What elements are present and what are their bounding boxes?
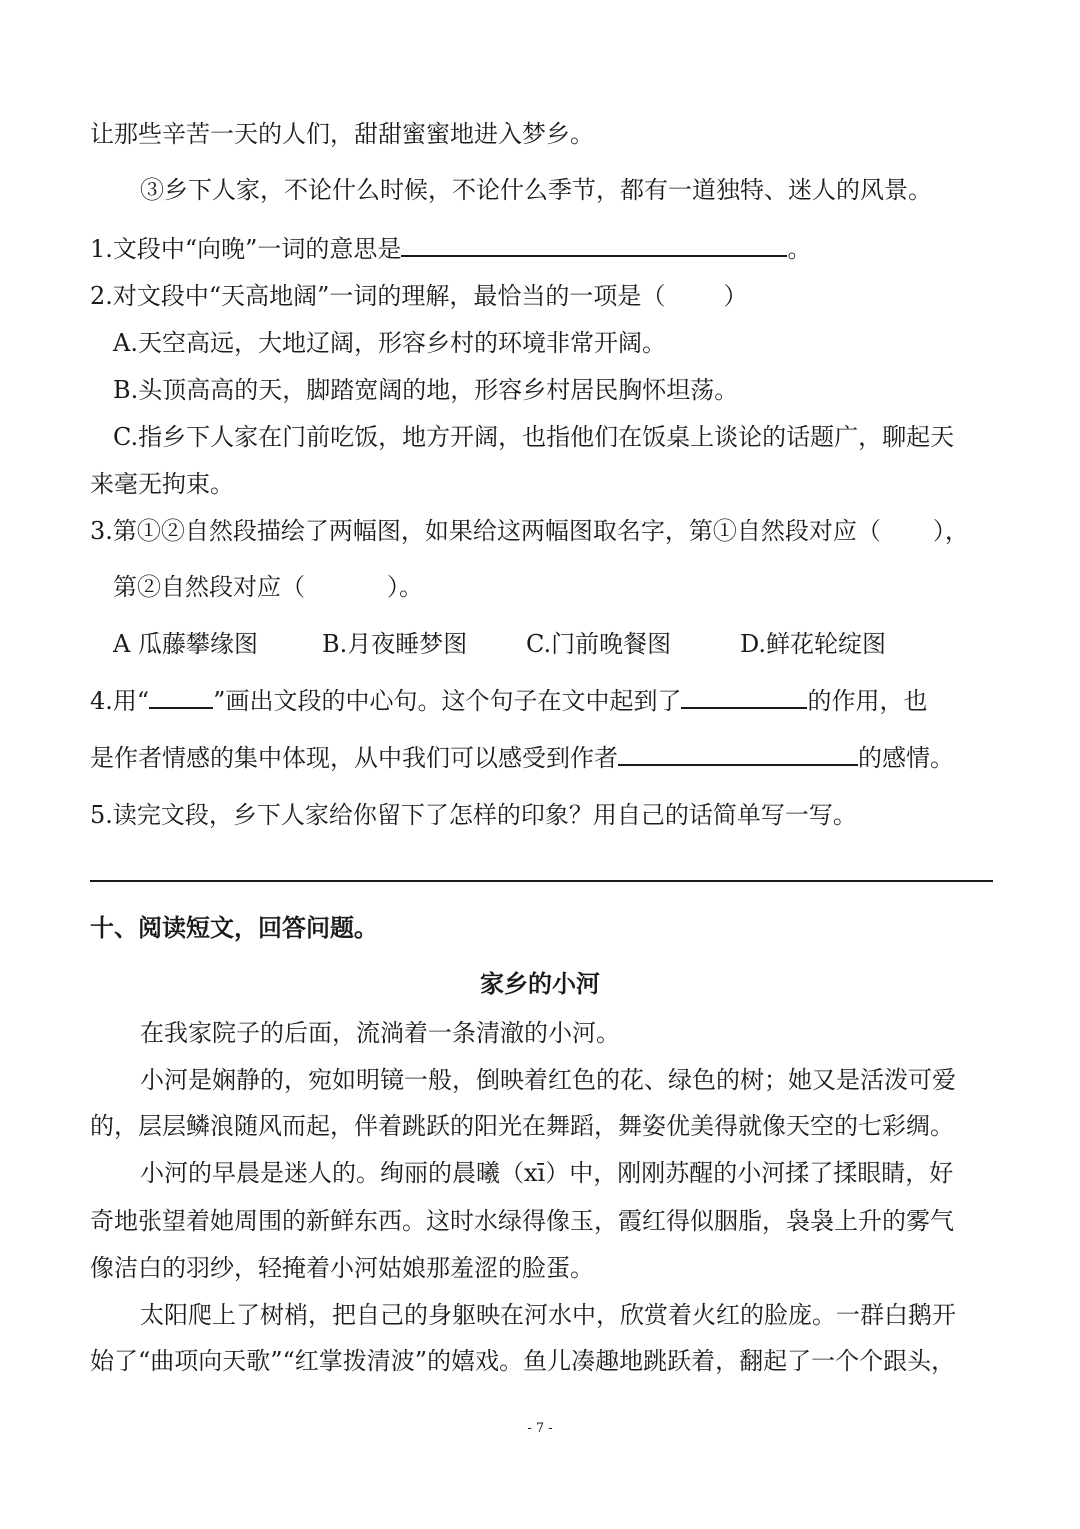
question-text: ）， [932,517,969,545]
option-a: A.天空高远，大地辽阔，形容乡村的环境非常开阔。 [113,329,666,357]
question-1 [90,233,995,265]
passage-line: 让那些辛苦一天的人们，甜甜蜜蜜地进入梦乡。 [90,120,594,148]
question-5: 5.读完文段，乡下人家给你留下了怎样的印象？用自己的话简单写一写。 [90,801,857,829]
answer-line[interactable] [90,880,993,882]
question-4-line2 [90,742,995,774]
question-text: 是作者情感的集中体现，从中我们可以感受到作者 [90,744,618,772]
answer-blank[interactable] [401,233,787,257]
option-c: C.指乡下人家在门前吃饭，地方开阔，也指他们在饭桌上谈论的话题广，聊起天 [113,423,955,451]
question-text: ）。 [387,573,423,601]
passage-line: ③乡下人家，不论什么时候，不论什么季节，都有一道独特、迷人的风景。 [140,176,932,204]
answer-blank[interactable] [681,685,807,709]
question-text: ） [723,282,748,310]
question-text: 第②自然段对应（ [113,573,305,601]
q3-option-c: C.门前晚餐图 [526,630,672,658]
question-text: 的感情。 [858,744,954,772]
question-3-line2 [113,571,1018,603]
passage-line: 像洁白的羽纱，轻掩着小河姑娘那羞涩的脸蛋。 [90,1254,594,1282]
q3-option-b: B.月夜睡梦图 [322,630,468,658]
question-4 [90,685,995,717]
page-number: - 7 - [527,1421,553,1436]
passage-line: 太阳爬上了树梢，把自己的身躯映在河水中，欣赏着火红的脸庞。一群白鹅开 [140,1301,956,1329]
question-text: 。 [787,235,812,263]
question-text: 1.文段中“向晚”一词的意思是 [90,235,402,263]
option-b: B.头顶高高的天，脚踏宽阔的地，形容乡村居民胸怀坦荡。 [113,376,739,404]
passage-line: 小河的早晨是迷人的。绚丽的晨曦（xī）中，刚刚苏醒的小河揉了揉眼睛，好 [140,1159,954,1187]
question-text: 4.用“ [90,687,150,715]
sample-underline [149,685,213,709]
passage-line: 始了“曲项向天歌”“红掌拨清波”的嬉戏。鱼儿凑趣地跳跃着，翻起了一个个跟头， [90,1347,956,1375]
question-2 [90,280,995,312]
option-c-continued: 来毫无拘束。 [90,470,234,498]
passage-line: 的，层层鳞浪随风而起，伴着跳跃的阳光在舞蹈，舞姿优美得就像天空的七彩绸。 [90,1112,954,1140]
passage-title: 家乡的小河 [480,969,600,998]
question-text: ”画出文段的中心句。这个句子在文中起到了 [213,687,682,715]
section-heading: 十、阅读短文，回答问题。 [90,913,378,942]
q3-option-d: D.鲜花轮绽图 [740,630,887,658]
passage-line: 在我家院子的后面，流淌着一条清澈的小河。 [140,1019,620,1047]
question-3 [90,515,995,547]
passage-line: 小河是娴静的，宛如明镜一般，倒映着红色的花、绿色的树；她又是活泼可爱 [140,1066,956,1094]
question-text: 2.对文段中“天高地阔”一词的理解，最恰当的一项是（ [90,282,666,310]
passage-line: 奇地张望着她周围的新鲜东西。这时水绿得像玉，霞红得似胭脂，袅袅上升的雾气 [90,1207,954,1235]
q3-option-a: A 瓜藤攀缘图 [113,630,258,658]
question-text: 3.第①②自然段描绘了两幅图，如果给这两幅图取名字，第①自然段对应（ [90,517,881,545]
question-text: 的作用，也 [807,687,928,715]
answer-blank[interactable] [618,742,858,766]
